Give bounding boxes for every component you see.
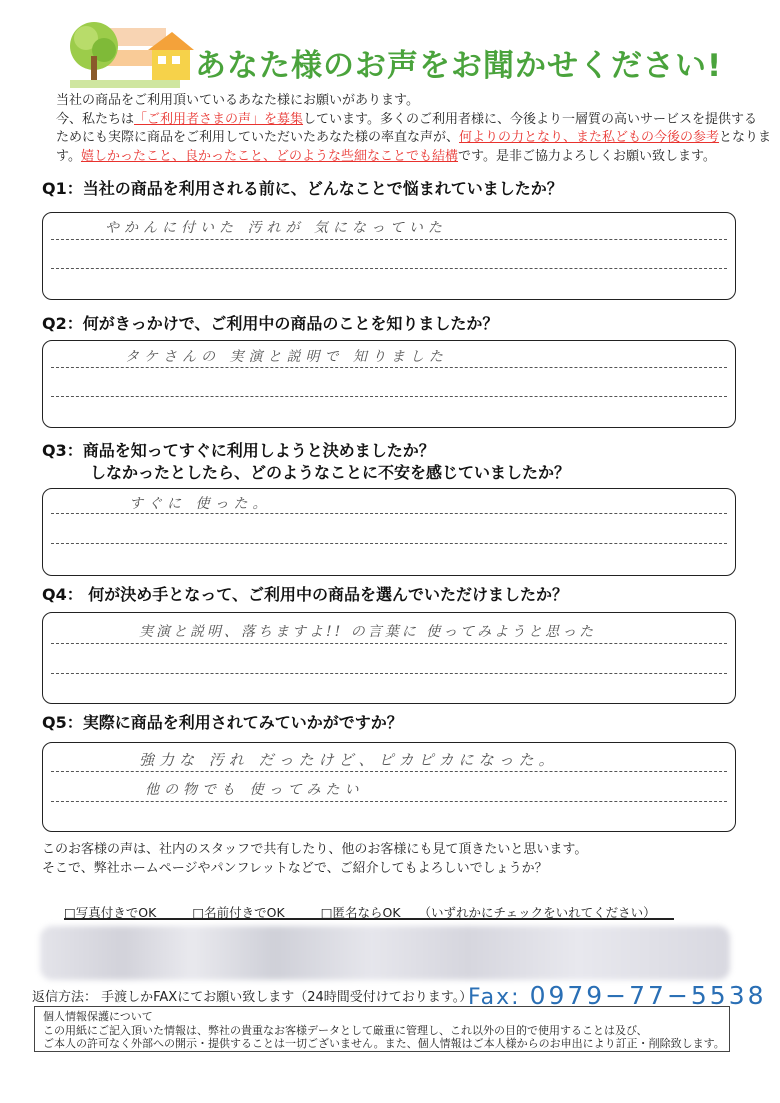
page-title: あなた様のお声をお聞かせください! [195,48,723,84]
privacy-line-2: ご本人の許可なく外部への開示・提供することは一切ございません。また、個人情報はご本人様からのお申出により訂正・削除致します。 [43,1037,725,1050]
answer-box-1[interactable] [42,212,736,300]
answer-2-text: タケさんの 実演と説明で 知りました [125,349,448,365]
consent-line-1: このお客様の声は、社内のスタッフで共有したり、他のお客様にも見て頂きたいと思います。 [42,842,588,857]
highlight-text: 何よりの力となり、また私どもの今後の参考 [459,130,720,145]
highlight-text: 嬉しかったこと、良かったこと、どのような些細なことでも結構 [80,148,458,164]
answer-line [51,239,727,240]
checkbox-anonymous-ok[interactable]: □匿名ならOK [320,905,401,920]
answer-line [51,771,727,772]
intro-line-1: 当社の商品をご利用頂いているあなた様にお願いがあります。 [56,93,419,108]
intro-text-segment: となりま [719,130,772,145]
answer-box-3[interactable] [42,488,736,576]
intro-line-4 [56,148,756,167]
answer-line [51,801,727,802]
answer-1-text: やかんに付いた 汚れが 気になっていた [105,220,447,236]
privacy-notice [34,1006,730,1052]
question-3-label-sub: しなかったとしたら、どのようなことに不安を感じていましたか？ [90,463,571,482]
answer-3-text: すぐに 使った。 [129,496,272,512]
answer-line [51,396,727,397]
answer-line [51,643,727,644]
answer-line [51,367,727,368]
question-4-label: Q4： 何が決め手となって、ご利用中の商品を選んでいただけましたか？ [42,585,568,604]
answer-line [51,513,727,514]
privacy-line-1: この用紙にご記入頂いた情報は、弊社の貴重なお客様データとして厳重に管理し、これ以外の目的で使用することは及び、 [43,1023,648,1037]
answer-line [51,543,727,544]
intro-line-2 [56,111,756,130]
question-2-label: Q2：何がきっかけで、ご利用中の商品のことを知りましたか？ [42,314,499,333]
answer-line [51,268,727,269]
intro-text-segment: です。是非ご協力よろしくお願い致します。 [457,148,716,164]
intro-line-3 [56,129,772,148]
intro-text [56,92,772,166]
answer-5-text-2: 他の物でも 使ってみたい [145,782,364,798]
answer-5-text-1: 強力な 汚れ だったけど、ピカピカになった。 [139,751,559,769]
checkbox-name-ok[interactable]: □名前付きでOK [192,905,285,920]
divider [64,918,674,920]
privacy-heading: 個人情報保護について [43,1010,153,1023]
fax-number-value: 0979−77−5538 [529,981,767,1010]
question-1-label: Q1：当社の商品を利用される前に、どんなことで悩まれていましたか？ [42,179,563,198]
intro-text-segment: 今、私たちは [56,111,135,127]
intro-text-segment: しています。多くのご利用者様に、今後より一層質の高いサービスを提供する [303,111,757,127]
answer-box-5[interactable] [42,742,736,832]
consent-text [42,840,587,878]
answer-4-text: 実演と説明、落ちますよ!! の言葉に 使ってみようと思った [139,624,597,640]
checkbox-photo-ok[interactable]: □写真付きでOK [64,905,157,920]
question-3-label: Q3：商品を知ってすぐに利用しようと決めましたか？ [42,441,435,460]
intro-text-segment: ためにも実際に商品をご利用していただいたあなた様の率直な声が、 [56,130,460,145]
answer-box-4[interactable] [42,612,736,704]
question-5-label: Q5：実際に商品を利用されてみていかがですか？ [42,713,403,732]
highlight-text: 「ご利用者さまの声」を募集 [134,111,304,127]
consent-line-2: そこで、弊社ホームページやパンフレットなどで、ご紹介してもよろしいでしょうか？ [42,861,548,876]
return-method: 返信方法： 手渡しかFAXにてお願い致します（24時間受付けております。） [32,990,473,1005]
intro-text-segment: す。 [56,148,81,164]
fax-label: Fax: [468,985,521,1010]
answer-box-2[interactable] [42,340,736,428]
redacted-info-area [40,926,730,980]
consent-instruction: （いずれかにチェックをいれてください） [418,905,656,920]
logo-illustration [66,20,196,90]
answer-line [51,673,727,674]
